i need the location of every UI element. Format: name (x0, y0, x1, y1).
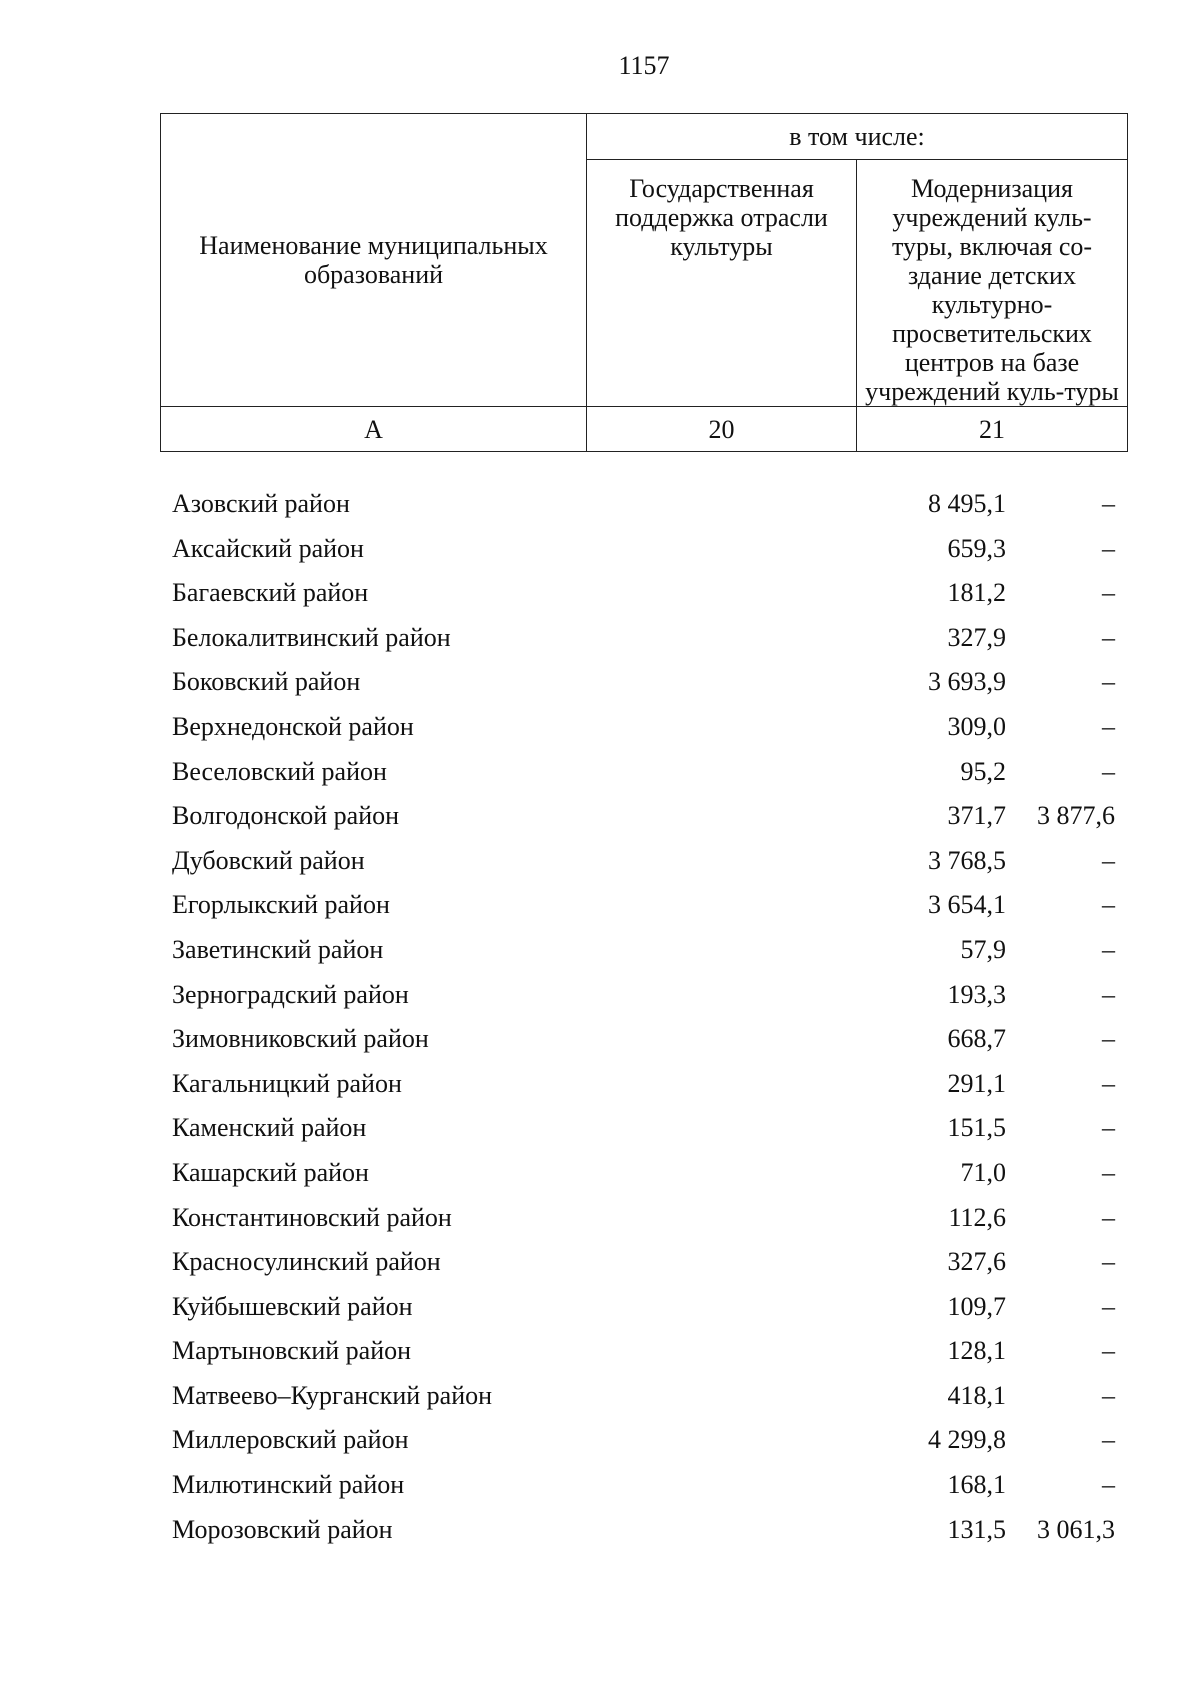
municipality-name-cell: Морозовский район (172, 1514, 393, 1544)
header-col-20-label: Государственная поддержка отрасли культуры (587, 160, 857, 407)
modernization-value-cell: – (1102, 711, 1115, 741)
page-number: 1157 (618, 51, 670, 80)
table-row (160, 705, 1127, 750)
table-row (160, 1374, 1127, 1419)
municipality-name-cell: Азовский район (172, 489, 350, 518)
culture-support-value-cell: 291,1 (947, 1068, 1006, 1098)
culture-support-value-cell: 193,3 (947, 979, 1006, 1009)
modernization-value-cell: – (1102, 1470, 1115, 1500)
municipality-name-cell: Аксайский район (172, 533, 364, 563)
culture-support-value-cell: 112,6 (948, 1202, 1006, 1232)
culture-support-value-cell: 128,1 (947, 1336, 1006, 1366)
culture-support-value-cell: 71,0 (960, 1157, 1006, 1187)
municipality-name-cell: Красносулинский район (172, 1247, 441, 1277)
municipality-name-cell: Боковский район (172, 667, 361, 697)
table-row (160, 750, 1127, 795)
table-row (160, 1240, 1127, 1285)
culture-support-value-cell: 327,9 (947, 622, 1006, 652)
culture-support-value-cell: 131,5 (947, 1514, 1006, 1544)
table-row (160, 482, 1127, 527)
municipality-name-cell: Белокалитвинский район (172, 622, 451, 652)
municipality-name-cell: Константиновский район (172, 1202, 452, 1232)
table-row (160, 1508, 1127, 1553)
culture-support-value-cell: 3 654,1 (928, 890, 1006, 920)
modernization-value-cell: – (1102, 979, 1115, 1009)
modernization-value-cell: – (1102, 1425, 1115, 1455)
culture-support-value-cell: 371,7 (947, 801, 1006, 831)
municipality-name-cell: Милютинский район (172, 1470, 405, 1500)
table-row (160, 1062, 1127, 1107)
table-row (160, 571, 1127, 616)
culture-support-value-cell: 95,2 (960, 756, 1006, 786)
culture-support-value-cell: 3 693,9 (928, 667, 1006, 697)
modernization-value-cell: – (1102, 1380, 1115, 1410)
table-row (160, 1196, 1127, 1241)
culture-support-value-cell: 4 299,8 (928, 1425, 1006, 1455)
culture-support-value-cell: 327,6 (947, 1247, 1006, 1277)
table-row (160, 527, 1127, 572)
table-row (160, 794, 1127, 839)
header-col-a-number: А (161, 407, 587, 452)
municipality-name-cell: Куйбышевский район (172, 1291, 413, 1321)
municipality-name-cell: Дубовский район (172, 845, 365, 875)
culture-support-value-cell: 659,3 (947, 533, 1006, 563)
modernization-value-cell: – (1102, 489, 1115, 518)
table-row (160, 1418, 1127, 1463)
modernization-value-cell: – (1102, 845, 1115, 875)
municipality-name-cell: Кашарский район (172, 1157, 369, 1187)
modernization-value-cell: – (1102, 1336, 1115, 1366)
table-row (160, 973, 1127, 1018)
table-row (160, 1329, 1127, 1374)
culture-support-value-cell: 8 495,1 (928, 489, 1006, 518)
table-row (160, 1106, 1127, 1151)
table-row (160, 928, 1127, 973)
modernization-value-cell: 3 061,3 (1037, 1514, 1115, 1544)
header-group-label: в том числе: (587, 114, 1128, 160)
culture-support-value-cell: 151,5 (947, 1113, 1006, 1143)
municipality-name-cell: Волгодонской район (172, 801, 400, 831)
culture-support-value-cell: 418,1 (947, 1380, 1006, 1410)
municipality-name-cell: Зимовниковский район (172, 1024, 429, 1054)
table-row (160, 1285, 1127, 1330)
table-row (160, 1151, 1127, 1196)
municipality-name-cell: Егорлыкский район (172, 890, 390, 920)
modernization-value-cell: – (1102, 1202, 1115, 1232)
modernization-value-cell: – (1102, 1157, 1115, 1187)
modernization-value-cell: – (1102, 622, 1115, 652)
table-row (160, 1463, 1127, 1508)
header-col-21-number: 21 (857, 407, 1128, 452)
table-row (160, 839, 1127, 884)
culture-support-value-cell: 168,1 (947, 1470, 1006, 1500)
municipality-name-cell: Багаевский район (172, 578, 369, 608)
culture-support-value-cell: 109,7 (947, 1291, 1006, 1321)
culture-support-value-cell: 181,2 (947, 578, 1006, 608)
culture-support-value-cell: 57,9 (960, 934, 1006, 964)
culture-support-value-cell: 668,7 (947, 1024, 1006, 1054)
modernization-value-cell: – (1102, 1291, 1115, 1321)
table-row (160, 616, 1127, 661)
municipality-name-cell: Верхнедонской район (172, 711, 414, 741)
culture-support-value-cell: 3 768,5 (928, 845, 1006, 875)
modernization-value-cell: – (1102, 1113, 1115, 1143)
municipality-name-cell: Каменский район (172, 1113, 367, 1143)
modernization-value-cell: – (1102, 1068, 1115, 1098)
municipality-name-cell: Заветинский район (172, 934, 384, 964)
culture-support-value-cell: 309,0 (947, 711, 1006, 741)
municipality-name-cell: Кагальницкий район (172, 1068, 402, 1098)
modernization-value-cell: – (1102, 667, 1115, 697)
municipality-name-cell: Миллеровский район (172, 1425, 409, 1455)
header-col-20-number: 20 (587, 407, 857, 452)
header-col-21-label: Модернизация учреждений куль-туры, включая со-здание детских культурно-просветительских центров на базе учреждений куль-туры (857, 160, 1128, 407)
modernization-value-cell: – (1102, 890, 1115, 920)
modernization-value-cell: – (1102, 1247, 1115, 1277)
modernization-value-cell: – (1102, 1024, 1115, 1054)
table-row (160, 883, 1127, 928)
table-header (160, 113, 1128, 452)
table-row (160, 1017, 1127, 1062)
modernization-value-cell: 3 877,6 (1037, 801, 1115, 831)
table-row (160, 660, 1127, 705)
table-body (160, 482, 1127, 1552)
municipality-name-cell: Матвеево–Курганский район (172, 1380, 493, 1410)
modernization-value-cell: – (1102, 578, 1115, 608)
municipality-name-cell: Веселовский район (172, 756, 387, 786)
municipality-name-cell: Зерноградский район (172, 979, 409, 1009)
modernization-value-cell: – (1102, 533, 1115, 563)
municipality-name-cell: Мартыновский район (172, 1336, 412, 1366)
modernization-value-cell: – (1102, 934, 1115, 964)
header-municipality-name: Наименование муниципальных образований (161, 114, 587, 407)
modernization-value-cell: – (1102, 756, 1115, 786)
